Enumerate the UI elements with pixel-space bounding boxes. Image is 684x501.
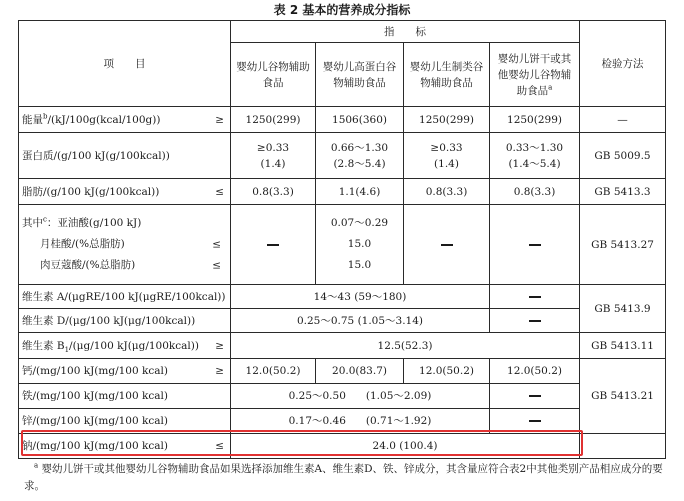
energy-method: — xyxy=(580,107,666,133)
header-col1: 婴幼儿谷物辅助食品 xyxy=(231,43,316,107)
header-method: 检验方法 xyxy=(580,21,666,107)
dash-mark xyxy=(529,296,541,298)
calcium-label: 钙/(mg/100 kJ(mg/100 kcal) ≥ xyxy=(19,359,231,384)
dash-mark xyxy=(529,320,541,322)
dash-mark xyxy=(529,395,541,397)
dash-mark xyxy=(529,420,541,422)
energy-label: 能量$^b$/(kJ/100g(kcal/100g)) ≥ xyxy=(19,107,231,133)
dash-mark xyxy=(441,244,453,246)
nutrition-table xyxy=(18,20,666,459)
fat-label: 脂肪/(g/100 kJ(g/100kcal)) ≤ xyxy=(19,179,231,205)
footnote: $^a$ 婴幼儿饼干或其他婴幼儿谷物辅助食品如果选择添加维生素A、维生素D、铁、锌成分，其含量应符合表2中其他类别产品相应成分的要求。 xyxy=(24,461,663,492)
sodium-label: 钠/(mg/100 kJ(mg/100 kcal) ≤ xyxy=(19,434,231,459)
table-row: 蛋白质/(g/100 kJ(g/100kcal)) ≥0.33 (1.4) 0.66～1.30 (2.8～5.4) ≥0.33 (1.4) 0.33～1.30 (1.4～5.4) GB 5009.5 xyxy=(19,133,666,179)
table-row: 钙/(mg/100 kJ(mg/100 kcal) ≥ 12.0(50.2) 20.0(83.7) 12.0(50.2) 12.0(50.2) GB 5413.21 xyxy=(19,359,666,384)
table-row: 维生素 $B_1/(\mu g/100$ kJ(μg/100kcal)) ≥ 12.5(52.3) GB 5413.11 xyxy=(19,333,666,359)
fatty-acid-labels: 其中$^c$：亚油酸(g/100 kJ) 月桂酸/(%总脂肪) ≤ 肉豆蔻酸/(%总脂肪) ≤ xyxy=(19,205,231,285)
table-row: 铁/(mg/100 kJ(mg/100 kcal) 0.25～0.50 (1.05～2.09) xyxy=(19,384,666,409)
fatty-method: GB 5413.27 xyxy=(580,205,666,285)
table-row: 钠/(mg/100 kJ(mg/100 kcal) ≤ 24.0 (100.4) xyxy=(19,434,666,459)
fat-method: GB 5413.3 xyxy=(580,179,666,205)
sodium-method xyxy=(580,434,666,459)
protein-method: GB 5009.5 xyxy=(580,133,666,179)
vitA-label: 维生素 A/(μgRE/100 kJ(μgRE/100kcal)) xyxy=(19,285,231,309)
table-row: 锌/(mg/100 kJ(mg/100 kcal) 0.17～0.46 (0.71～1.92) xyxy=(19,409,666,434)
table-row: 能量$^b$/(kJ/100g(kcal/100g)) ≥ 1250(299) 1506(360) 1250(299) 1250(299) — xyxy=(19,107,666,133)
table-row: 维生素 A/(μgRE/100 kJ(μgRE/100kcal)) 14～43 (59～180) GB 5413.9 xyxy=(19,285,666,309)
dash-mark xyxy=(529,244,541,246)
header-col2: 婴幼儿高蛋白谷物辅助食品 xyxy=(316,43,404,107)
vitAD-method: GB 5413.9 xyxy=(580,285,666,333)
header-col4: 婴幼儿饼干或其他婴幼儿谷物辅助食品$^a$ xyxy=(490,43,580,107)
vitB1-label: 维生素 $B_1/(\mu g/100$ kJ(μg/100kcal)) ≥ xyxy=(19,333,231,359)
table-row: 维生素 D/(μg/100 kJ(μg/100kcal)) 0.25～0.75 (1.05～3.14) xyxy=(19,309,666,333)
vitB1-method: GB 5413.11 xyxy=(580,333,666,359)
iron-label: 铁/(mg/100 kJ(mg/100 kcal) xyxy=(19,384,231,409)
dash-mark xyxy=(267,244,279,246)
table-row: 脂肪/(g/100 kJ(g/100kcal)) ≤ 0.8(3.3) 1.1(4.6) 0.8(3.3) 0.8(3.3) GB 5413.3 xyxy=(19,179,666,205)
protein-label: 蛋白质/(g/100 kJ(g/100kcal)) xyxy=(19,133,231,179)
mineral-method: GB 5413.21 xyxy=(580,359,666,434)
table-title: 表 2 基本的营养成分指标 xyxy=(273,3,411,17)
header-indicator: 指 标 xyxy=(231,21,580,43)
table-row: 其中$^c$：亚油酸(g/100 kJ) 月桂酸/(%总脂肪) ≤ 肉豆蔻酸/(%总脂肪) ≤ 0.07～0.29 15.0 15.0 GB 5413.27 xyxy=(19,205,666,285)
zinc-label: 锌/(mg/100 kJ(mg/100 kcal) xyxy=(19,409,231,434)
header-col3: 婴幼儿生制类谷物辅助食品 xyxy=(404,43,490,107)
header-item: 项 目 xyxy=(19,21,231,107)
vitD-label: 维生素 D/(μg/100 kJ(μg/100kcal)) xyxy=(19,309,231,333)
